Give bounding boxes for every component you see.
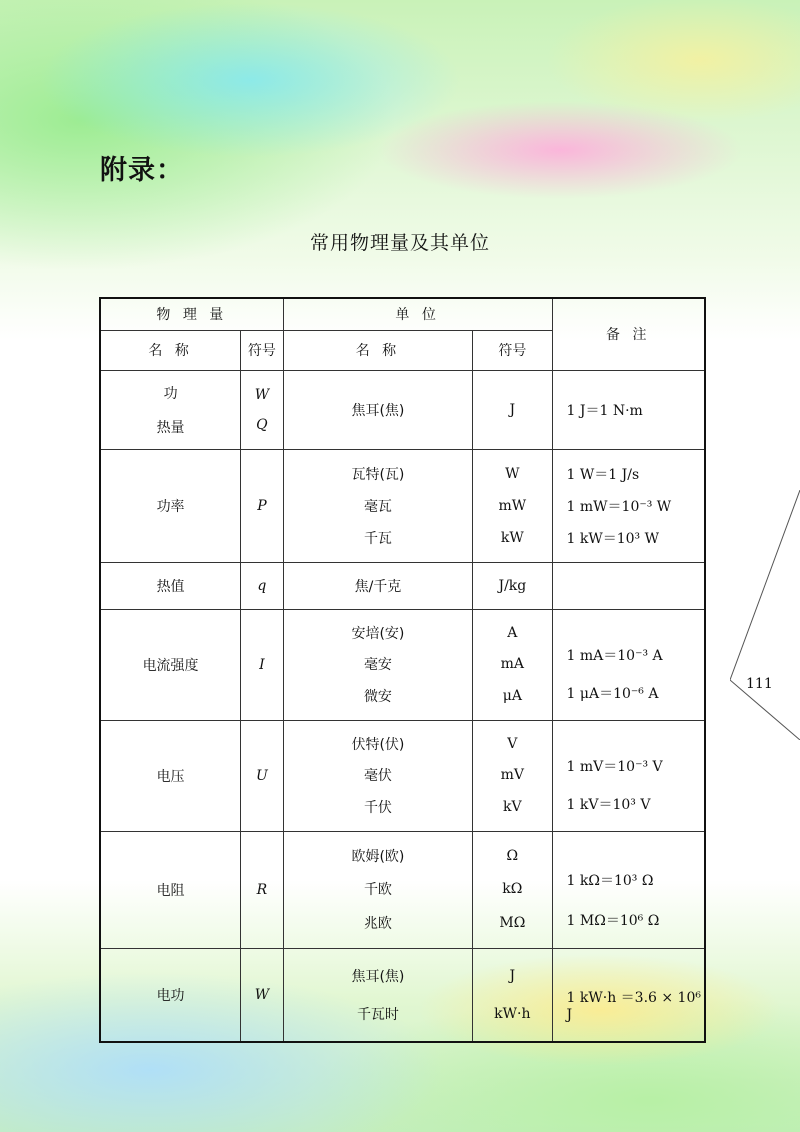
- note-cell: [552, 948, 705, 1042]
- page-corner-decoration: [730, 490, 800, 740]
- unit-symbol: V: [507, 736, 518, 753]
- quantity-name: 电阻: [156, 882, 185, 899]
- quantity-name-cell: [100, 831, 241, 948]
- unit-symbol-cell: [473, 831, 552, 948]
- quantity-name: 热值: [156, 578, 185, 595]
- unit-note: 1 kΩ＝10³ Ω: [566, 872, 654, 889]
- quantity-symbol: Q: [256, 416, 268, 433]
- table-row: [100, 562, 705, 609]
- unit-symbol: kV: [503, 798, 522, 815]
- units-table: [99, 297, 706, 1043]
- quantity-name: 电流强度: [142, 657, 199, 674]
- header-unit-name: 名 称: [283, 330, 472, 370]
- unit-note: 1 μA＝10⁻⁶ A: [566, 685, 659, 702]
- note-cell: [552, 370, 705, 449]
- quantity-symbol: W: [254, 386, 270, 403]
- header-quantity-group: 物 理 量: [100, 298, 283, 330]
- unit-name: 千欧: [363, 882, 392, 899]
- unit-name-cell: [283, 720, 472, 831]
- quantity-symbol: I: [259, 656, 265, 673]
- unit-name-cell: [283, 948, 472, 1042]
- unit-symbol-cell: [473, 562, 552, 609]
- note-cell: [552, 831, 705, 948]
- note-cell: [552, 449, 705, 562]
- table-header: [100, 298, 705, 370]
- unit-note: 1 kW＝10³ W: [566, 530, 660, 547]
- unit-name: 伏特(伏): [351, 737, 405, 754]
- unit-note: 1 W＝1 J/s: [566, 466, 640, 483]
- table-row: [100, 449, 705, 562]
- unit-note: 1 J＝1 N·m: [566, 402, 643, 419]
- header-unit-symbol: 符号: [473, 330, 552, 370]
- unit-name-cell: [283, 562, 472, 609]
- unit-name: 毫瓦: [363, 498, 392, 515]
- unit-name: 欧姆(欧): [351, 849, 405, 866]
- quantity-name: 电压: [156, 768, 185, 785]
- unit-name: 毫伏: [363, 768, 392, 785]
- unit-symbol-cell: [473, 948, 552, 1042]
- table-row: [100, 609, 705, 720]
- unit-name-cell: [283, 449, 472, 562]
- unit-note: 1 mA＝10⁻³ A: [566, 647, 663, 664]
- unit-note: 1 MΩ＝10⁶ Ω: [566, 912, 660, 929]
- quantity-symbol-cell: [241, 948, 284, 1042]
- header-quantity-name: 名 称: [100, 330, 241, 370]
- quantity-symbol-cell: [241, 609, 284, 720]
- unit-symbol-cell: [473, 609, 552, 720]
- unit-symbol: mA: [500, 656, 525, 673]
- quantity-symbol-cell: [241, 831, 284, 948]
- unit-name: 焦耳(焦): [351, 968, 405, 985]
- quantity-symbol-cell: [241, 449, 284, 562]
- unit-symbol-cell: [473, 370, 552, 449]
- unit-name-cell: [283, 831, 472, 948]
- quantity-symbol-cell: [241, 720, 284, 831]
- page-number: 111: [746, 676, 773, 692]
- unit-symbol: μA: [502, 687, 522, 704]
- unit-name-cell: [283, 370, 472, 449]
- table-row: [100, 720, 705, 831]
- quantity-symbol-cell: [241, 370, 284, 449]
- header-note: 备 注: [552, 298, 705, 370]
- unit-note: 1 mW＝10⁻³ W: [566, 498, 672, 515]
- appendix-heading: 附录：: [100, 155, 184, 186]
- header-quantity-symbol: 符号: [241, 330, 284, 370]
- quantity-symbol: W: [254, 986, 270, 1003]
- unit-symbol: Ω: [506, 848, 519, 865]
- quantity-name: 电功: [156, 987, 185, 1004]
- unit-symbol: kW·h: [494, 1005, 531, 1022]
- unit-note: 1 mV＝10⁻³ V: [566, 758, 663, 775]
- unit-note: 1 kW·h ＝3.6 × 10⁶ J: [566, 989, 701, 1023]
- unit-name: 千瓦: [363, 530, 392, 547]
- quantity-name-cell: [100, 562, 241, 609]
- unit-symbol-cell: [473, 449, 552, 562]
- unit-symbol: kW: [500, 529, 524, 546]
- unit-name: 安培(安): [351, 626, 405, 643]
- unit-symbol: J: [509, 401, 516, 418]
- unit-name-cell: [283, 609, 472, 720]
- quantity-name-cell: [100, 370, 241, 449]
- quantity-name: 热量: [156, 419, 185, 436]
- unit-symbol: MΩ: [499, 914, 526, 931]
- unit-note: 1 kV＝10³ V: [566, 796, 651, 813]
- unit-symbol: J/kg: [498, 577, 527, 594]
- quantity-name-cell: [100, 449, 241, 562]
- note-cell: [552, 720, 705, 831]
- note-cell: [552, 609, 705, 720]
- unit-name: 焦耳(焦): [351, 402, 405, 419]
- quantity-name: 功: [163, 385, 178, 402]
- quantity-name: 功率: [156, 498, 185, 515]
- quantity-symbol: q: [257, 577, 267, 594]
- quantity-symbol: U: [256, 767, 268, 784]
- unit-name: 兆欧: [363, 915, 392, 932]
- unit-symbol: mW: [498, 497, 527, 514]
- quantity-name-cell: [100, 720, 241, 831]
- quantity-name-cell: [100, 948, 241, 1042]
- unit-name: 毫安: [363, 657, 392, 674]
- note-cell: [552, 562, 705, 609]
- table-row: [100, 370, 705, 449]
- table-title: 常用物理量及其单位: [309, 232, 490, 254]
- quantity-symbol-cell: [241, 562, 284, 609]
- table-row: [100, 831, 705, 948]
- unit-symbol-cell: [473, 720, 552, 831]
- unit-symbol: W: [505, 465, 520, 482]
- unit-name: 千瓦时: [356, 1006, 399, 1023]
- unit-name: 瓦特(瓦): [351, 466, 405, 483]
- quantity-symbol: P: [257, 497, 267, 514]
- header-unit-group: 单 位: [283, 298, 552, 330]
- table-body: [100, 370, 705, 1042]
- unit-symbol: J: [509, 967, 516, 984]
- unit-symbol: A: [507, 625, 518, 642]
- quantity-symbol: R: [256, 881, 268, 898]
- unit-name: 微安: [363, 688, 392, 705]
- unit-symbol: kΩ: [502, 881, 523, 898]
- unit-symbol: mV: [500, 767, 525, 784]
- quantity-name-cell: [100, 609, 241, 720]
- table-row: [100, 948, 705, 1042]
- unit-name: 千伏: [363, 799, 392, 816]
- unit-name: 焦/千克: [354, 578, 402, 595]
